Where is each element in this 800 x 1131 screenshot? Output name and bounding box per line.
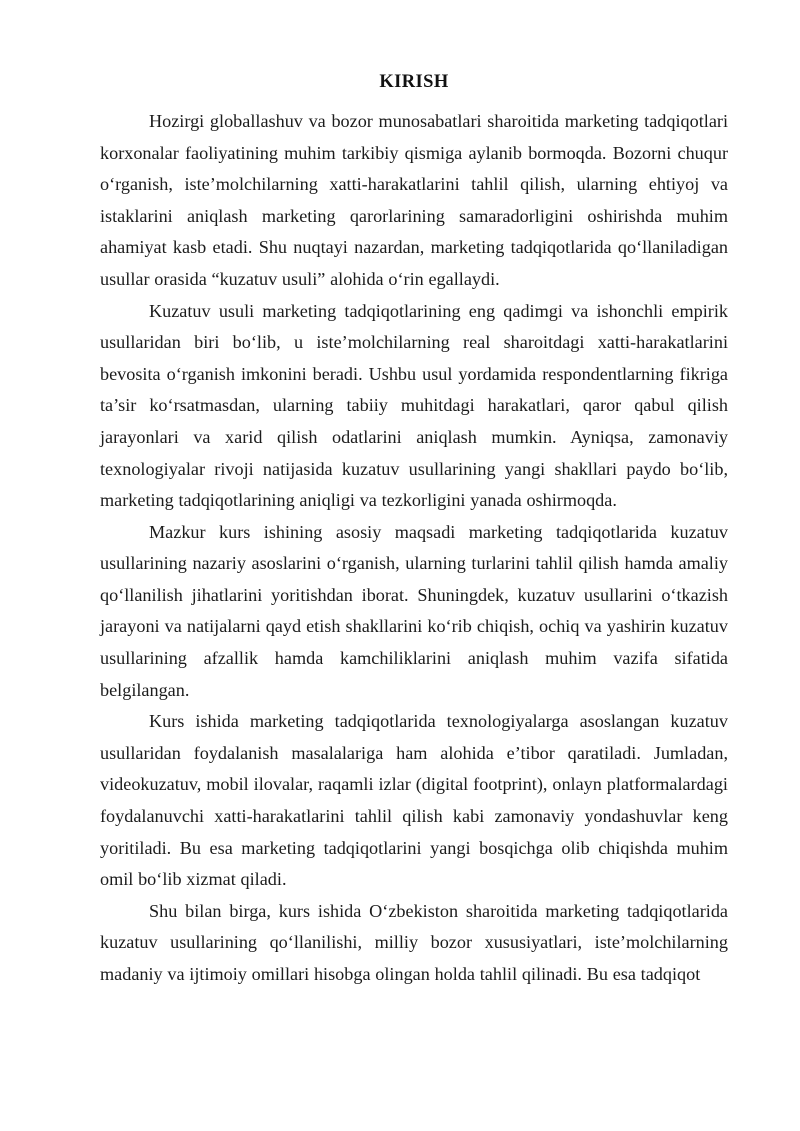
paragraph-3: Mazkur kurs ishining asosiy maqsadi marketing tadqiqotlarida kuzatuv usullarining nazariy asoslarini oʻrganish, ularning turlarini tahlil qilish hamda amaliy qoʻllanilish jihatlarini yoritishdan iborat. Shuningdek, kuzatuv usullarini oʻtkazish jarayoni va natijalarni qayd etish shakllarini koʻrib chiqish, ochiq va yashirin kuzatuv usullarining afzallik hamda kamchiliklarini aniqlash muhim vazifa sifatida belgilangan.	[100, 521, 728, 700]
paragraph-1: Hozirgi globallashuv va bozor munosabatlari sharoitida marketing tadqiqotlari korxonalar faoliyatining muhim tarkibiy qismiga aylanib bormoqda. Bozorni chuqur oʻrganish, iste’molchilarning xatti-harakatlarini tahlil qilish, ularning ehtiyoj va istaklarini aniqlash marketing qarorlarining samaradorligini oshirishda muhim ahamiyat kasb etadi. Shu nuqtayi nazardan, marketing tadqiqotlarida qoʻllaniladigan usullar orasida “kuzatuv usuli” alohida oʻrin egallaydi.	[100, 110, 728, 289]
page-title: KIRISH	[379, 72, 449, 92]
document-text-body	[100, 70, 728, 991]
paragraph-5: Shu bilan birga, kurs ishida Oʻzbekiston sharoitida marketing tadqiqotlarida kuzatuv usullarining qoʻllanilishi, milliy bozor xususiyatlari, iste’molchilarning madaniy va ijtimoiy omillari hisobga olingan holda tahlil qilinadi. Bu esa tadqiqot	[100, 900, 728, 984]
paragraph-4: Kurs ishida marketing tadqiqotlarida texnologiyalarga asoslangan kuzatuv usullaridan foydalanish masalalariga ham alohida e’tibor qaratiladi. Jumladan, videokuzatuv, mobil ilovalar, raqamli izlar (digital footprint), onlayn platformalardagi foydalanuvchi xatti-harakatlarini tahlil qilish kabi zamonaviy yondashuvlar keng yoritiladi. Bu esa marketing tadqiqotlarini yangi bosqichga olib chiqishda muhim omil boʻlib xizmat qiladi.	[100, 711, 728, 890]
paragraph-2: Kuzatuv usuli marketing tadqiqotlarining eng qadimgi va ishonchli empirik usullaridan biri boʻlib, u iste’molchilarning real sharoitdagi xatti-harakatlarini bevosita oʻrganish imkonini beradi. Ushbu usul yordamida respondentlarning fikriga ta’sir koʻrsatmasdan, ularning tabiiy muhitdagi harakatlari, qaror qabul qilish jarayonlari va xarid qilish odatlarini aniqlash mumkin. Ayniqsa, zamonaviy texnologiyalar rivoji natijasida kuzatuv usullarining yangi shakllari paydo boʻlib, marketing tadqiqotlarining aniqligi va tezkorligini yanada oshirmoqda.	[100, 300, 728, 511]
